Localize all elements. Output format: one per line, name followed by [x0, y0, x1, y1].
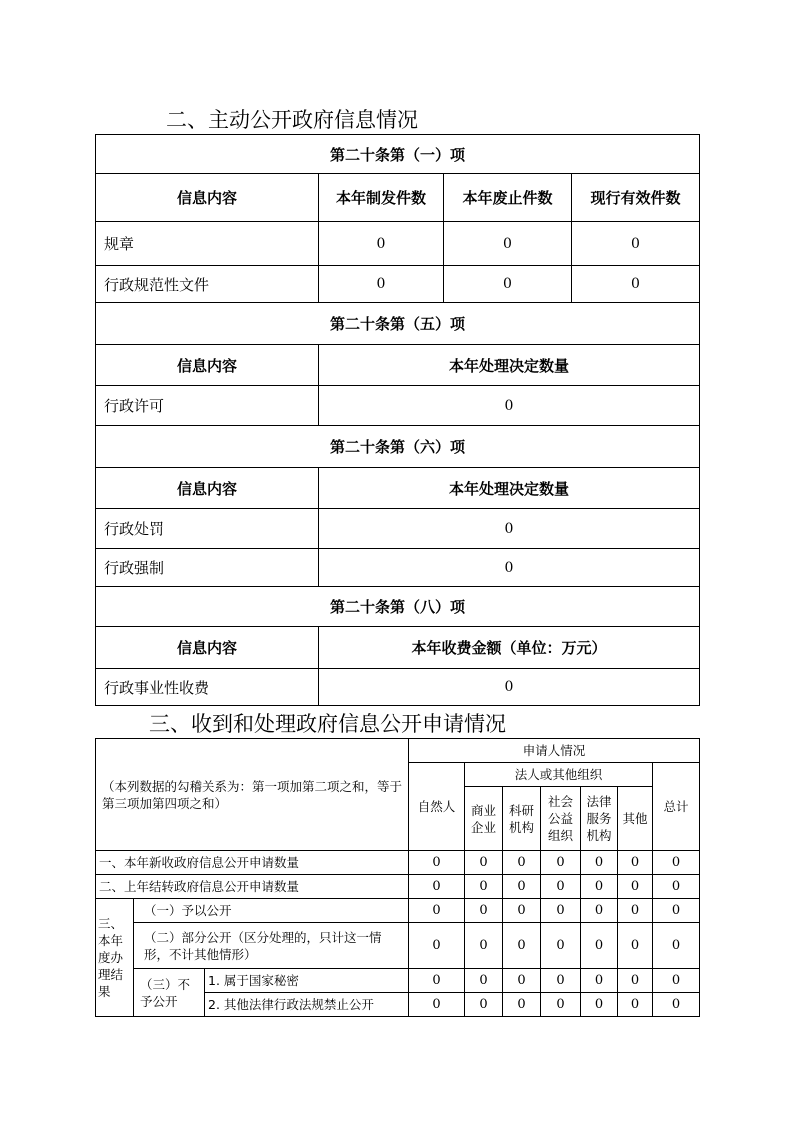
- row-label: 规章: [96, 222, 319, 266]
- row-label: （一）予以公开: [134, 899, 409, 923]
- col-header: 信息内容: [96, 627, 319, 669]
- row-label: （二）部分公开（区分处理的，只计这一情形，不计其他情形）: [134, 923, 409, 969]
- cell-value: 0: [618, 899, 653, 923]
- application-table: [95, 738, 700, 1017]
- cell-value: 0: [465, 969, 503, 993]
- block-title: 第二十条第（六）项: [96, 426, 700, 468]
- cell-value: 0: [319, 266, 444, 303]
- cell-value: 0: [581, 993, 618, 1017]
- cell-value: 0: [503, 969, 541, 993]
- cell-value: 0: [465, 899, 503, 923]
- cell-value: 0: [581, 969, 618, 993]
- cell-value: 0: [409, 923, 465, 969]
- cell-value: 0: [409, 993, 465, 1017]
- cell-value: 0: [541, 899, 581, 923]
- col-header: 其他: [618, 787, 653, 851]
- cell-value: 0: [618, 851, 653, 875]
- cell-value: 0: [409, 899, 465, 923]
- row-label: 行政强制: [96, 549, 319, 587]
- col-header: 本年废止件数: [444, 174, 572, 222]
- cell-value: 0: [541, 875, 581, 899]
- cell-value: 0: [653, 851, 700, 875]
- cell-value: 0: [503, 875, 541, 899]
- col-header: 信息内容: [96, 468, 319, 509]
- natural-person-header: 自然人: [409, 763, 465, 851]
- note-text: （本列数据的勾稽关系为：第一项加第二项之和，等于第三项加第四项之和）: [102, 778, 403, 811]
- cell-value: 0: [409, 969, 465, 993]
- col-header: 信息内容: [96, 174, 319, 222]
- cell-value: 0: [618, 875, 653, 899]
- col-header: 本年处理决定数量: [319, 468, 700, 509]
- cell-value: 0: [319, 222, 444, 266]
- cell-value: 0: [465, 923, 503, 969]
- table-row: [96, 923, 700, 969]
- table-row: [96, 669, 700, 706]
- cell-value: 0: [319, 669, 700, 706]
- cell-value: 0: [444, 222, 572, 266]
- col-header: 社会公益组织: [541, 787, 581, 851]
- section3-title: 三、收到和处理政府信息公开申请情况: [149, 712, 506, 736]
- cell-value: 0: [541, 923, 581, 969]
- row-label: 行政规范性文件: [96, 266, 319, 303]
- col-header: 本年制发件数: [319, 174, 444, 222]
- block-title: 第二十条第（一）项: [96, 135, 700, 174]
- cell-value: 0: [503, 899, 541, 923]
- table-row: [96, 549, 700, 587]
- table-row: [96, 509, 700, 549]
- table-row: [96, 851, 700, 875]
- cell-value: 0: [572, 222, 700, 266]
- col-header: 本年处理决定数量: [319, 345, 700, 386]
- cell-value: 0: [618, 923, 653, 969]
- cell-value: 0: [653, 875, 700, 899]
- cell-value: 0: [618, 969, 653, 993]
- total-header: 总计: [653, 763, 700, 851]
- table-row: [96, 875, 700, 899]
- row-label: 行政许可: [96, 386, 319, 426]
- cell-value: 0: [541, 851, 581, 875]
- cell-value: 0: [444, 266, 572, 303]
- cell-value: 0: [572, 266, 700, 303]
- row-label: 2. 其他法律行政法规禁止公开: [205, 993, 409, 1017]
- proactive-disclosure-table: [95, 134, 700, 706]
- applicant-header: 申请人情况: [409, 739, 700, 763]
- cell-value: 0: [581, 851, 618, 875]
- table-row: [96, 222, 700, 266]
- block-title: 第二十条第（五）项: [96, 303, 700, 345]
- legal-entity-header: 法人或其他组织: [465, 763, 653, 787]
- cell-value: 0: [319, 549, 700, 587]
- col-header: 本年收费金额（单位：万元）: [319, 627, 700, 669]
- cell-value: 0: [465, 993, 503, 1017]
- cell-value: 0: [409, 875, 465, 899]
- cell-value: 0: [653, 899, 700, 923]
- result-group-label: 三、本年度办理结果: [96, 899, 134, 1017]
- cell-value: 0: [465, 851, 503, 875]
- table-row: [96, 899, 700, 923]
- table-row: [96, 969, 700, 993]
- note-cell: [96, 739, 409, 851]
- section2-title: 二、主动公开政府信息情况: [166, 108, 418, 132]
- cell-value: 0: [618, 993, 653, 1017]
- row-label: 1. 属于国家秘密: [205, 969, 409, 993]
- cell-value: 0: [465, 875, 503, 899]
- row-label: 行政处罚: [96, 509, 319, 549]
- cell-value: 0: [319, 386, 700, 426]
- cell-value: 0: [581, 899, 618, 923]
- col-header: 法律服务机构: [581, 787, 618, 851]
- cell-value: 0: [653, 923, 700, 969]
- cell-value: 0: [653, 993, 700, 1017]
- table-row: [96, 386, 700, 426]
- cell-value: 0: [581, 923, 618, 969]
- row-label: 二、上年结转政府信息公开申请数量: [96, 875, 409, 899]
- withheld-label: （三）不予公开: [134, 969, 205, 1017]
- cell-value: 0: [503, 923, 541, 969]
- cell-value: 0: [503, 993, 541, 1017]
- cell-value: 0: [319, 509, 700, 549]
- cell-value: 0: [503, 851, 541, 875]
- row-label: 一、本年新收政府信息公开申请数量: [96, 851, 409, 875]
- col-header: 科研机构: [503, 787, 541, 851]
- row-label: 行政事业性收费: [96, 669, 319, 706]
- cell-value: 0: [581, 875, 618, 899]
- block-title: 第二十条第（八）项: [96, 587, 700, 627]
- col-header: 商业企业: [465, 787, 503, 851]
- cell-value: 0: [541, 993, 581, 1017]
- table-row: [96, 266, 700, 303]
- col-header: 现行有效件数: [572, 174, 700, 222]
- cell-value: 0: [409, 851, 465, 875]
- col-header: 信息内容: [96, 345, 319, 386]
- cell-value: 0: [541, 969, 581, 993]
- cell-value: 0: [653, 969, 700, 993]
